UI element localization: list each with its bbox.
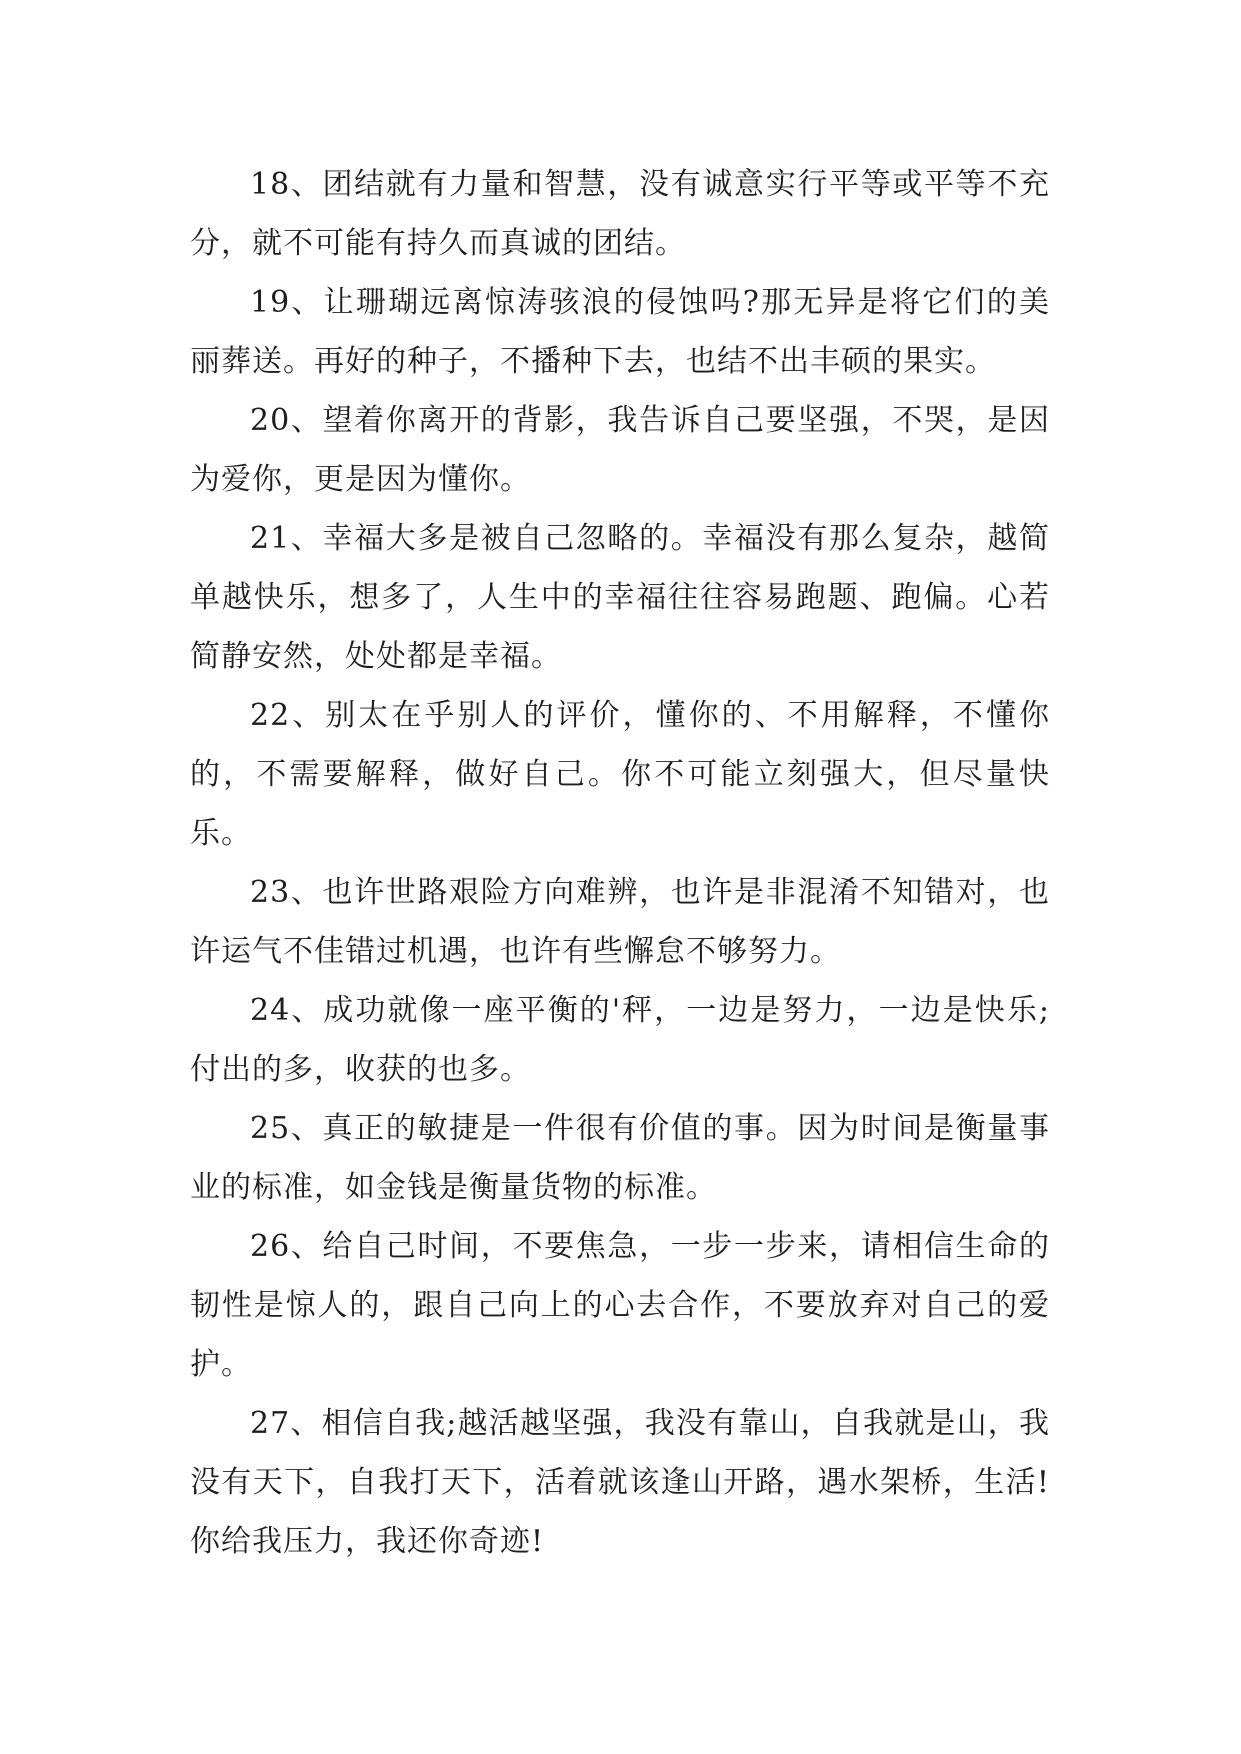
- paragraph-24: 24、成功就像一座平衡的'秤，一边是努力，一边是快乐;付出的多，收获的也多。: [190, 993, 1050, 1087]
- paragraph-22: 22、别太在乎别人的评价，懂你的、不用解释，不懂你的，不需要解释，做好自己。你不可能立刻强大，但尽量快乐。: [190, 698, 1050, 851]
- paragraph-21: 21、幸福大多是被自己忽略的。幸福没有那么复杂，越简单越快乐，想多了，人生中的幸福往往容易跑题、跑偏。心若简静安然，处处都是幸福。: [190, 521, 1050, 674]
- paragraph-27: 27、相信自我;越活越坚强，我没有靠山，自我就是山，我没有天下，自我打天下，活着就该逢山开路，遇水架桥，生活!你给我压力，我还你奇迹!: [190, 1406, 1050, 1559]
- paragraph-18: 18、团结就有力量和智慧，没有诚意实行平等或平等不充分，就不可能有持久而真诚的团结。: [190, 167, 1050, 261]
- paragraph-19: 19、让珊瑚远离惊涛骇浪的侵蚀吗?那无异是将它们的美丽葬送。再好的种子，不播种下去，也结不出丰硕的果实。: [190, 285, 1050, 379]
- paragraph-26: 26、给自己时间，不要焦急，一步一步来，请相信生命的韧性是惊人的，跟自己向上的心去合作，不要放弃对自己的爱护。: [190, 1229, 1050, 1382]
- paragraph-20: 20、望着你离开的背影，我告诉自己要坚强，不哭，是因为爱你，更是因为懂你。: [190, 403, 1050, 497]
- paragraph-25: 25、真正的敏捷是一件很有价值的事。因为时间是衡量事业的标准，如金钱是衡量货物的标准。: [190, 1111, 1050, 1205]
- document-body: [190, 155, 1050, 1571]
- paragraph-23: 23、也许世路艰险方向难辨，也许是非混淆不知错对，也许运气不佳错过机遇，也许有些懈怠不够努力。: [190, 875, 1050, 969]
